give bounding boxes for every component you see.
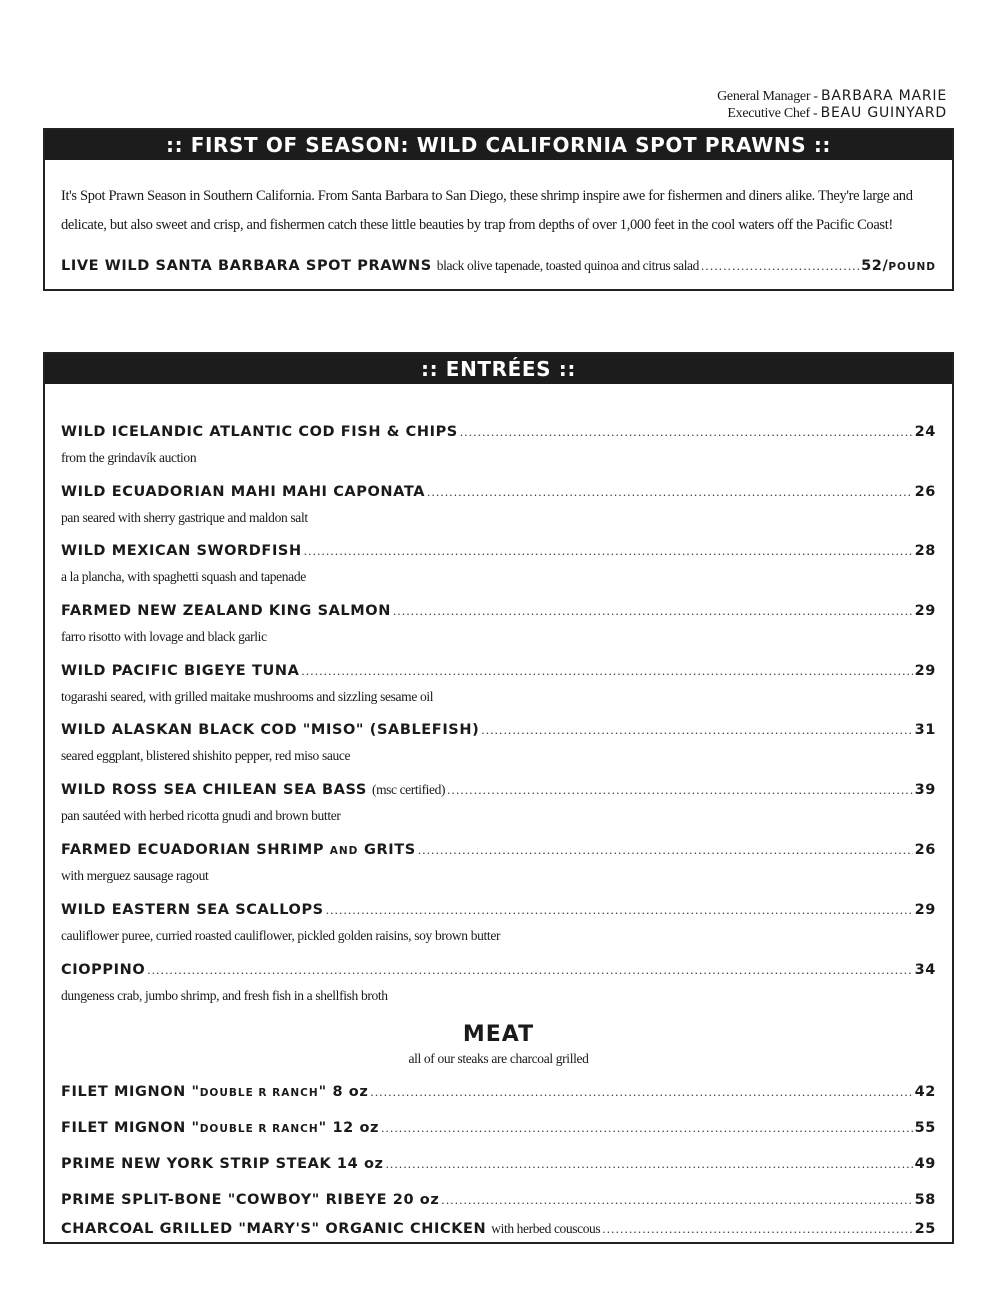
menu-item: WILD EASTERN SEA SCALLOPS ..... 29 (61, 902, 936, 918)
first-of-season-header: :: FIRST OF SEASON: WILD CALIFORNIA SPOT PRAWNS :: (45, 130, 952, 160)
staff-credits (717, 88, 947, 122)
menu-item: PRIME NEW YORK STRIP STEAK 14 oz ..... 49 (61, 1156, 936, 1172)
item-description: a la plancha, with spaghetti squash and tapenade (61, 569, 306, 584)
menu-item: WILD ALASKAN BLACK COD "MISO" (SABLEFISH) ..... 31 (61, 722, 936, 738)
entrees-section (43, 352, 954, 1244)
item-name: LIVE WILD SANTA BARBARA SPOT PRAWNS (61, 258, 432, 274)
item-description: pan seared with sherry gastrique and maldon salt (61, 510, 308, 525)
menu-item: WILD ICELANDIC ATLANTIC COD FISH & CHIPS ..... 24 (61, 424, 936, 440)
item-description: with merguez sausage ragout (61, 868, 209, 883)
item-description: togarashi seared, with grilled maitake mushrooms and sizzling sesame oil (61, 689, 434, 704)
item-note: black olive tapenade, toasted quinoa and citrus salad (436, 258, 699, 273)
menu-item: WILD ECUADORIAN MAHI MAHI CAPONATA ..... 26 (61, 484, 936, 500)
menu-item: FARMED NEW ZEALAND KING SALMON ..... 29 (61, 603, 936, 619)
meat-heading: MEAT (462, 1022, 535, 1047)
general-manager-name: BARBARA MARIE (820, 88, 947, 104)
item-description: dungeness crab, jumbo shrimp, and fresh fish in a shellfish broth (61, 988, 388, 1003)
first-of-season-section (43, 128, 954, 291)
item-price: 52/POUND (861, 258, 936, 274)
menu-item: FILET MIGNON "DOUBLE R RANCH" 8 oz ..... 42 (61, 1084, 936, 1100)
general-manager-line: General Manager - BARBARA MARIE (717, 88, 947, 104)
item-description: from the grindavík auction (61, 450, 197, 465)
item-description: seared eggplant, blistered shishito pepper, red miso sauce (61, 748, 351, 763)
menu-item: CIOPPINO ..... 34 (61, 962, 936, 978)
season-intro: It's Spot Prawn Season in Southern California. From Santa Barbara to San Diego, these shrimp inspire awe for fishermen and diners alike. They're large and delicate, but also sweet and crisp, and fishermen catch these little beauties by trap from depths of over 1,000 feet in the cool waters off the Pacific Coast! (61, 188, 913, 233)
menu-item: WILD MEXICAN SWORDFISH ..... 28 (61, 543, 936, 559)
item-note: with herbed couscous (491, 1221, 601, 1236)
menu-item-spot-prawns (61, 258, 936, 274)
menu-item: WILD ROSS SEA CHILEAN SEA BASS (msc certified) ..... 39 (61, 782, 936, 798)
item-description: farro risotto with lovage and black garlic (61, 629, 267, 644)
executive-chef-name: BEAU GUINYARD (820, 105, 947, 121)
dot-leader (701, 258, 859, 274)
menu-item: CHARCOAL GRILLED "MARY'S" ORGANIC CHICKEN with herbed couscous ..... 25 (61, 1221, 936, 1237)
menu-item: WILD PACIFIC BIGEYE TUNA ..... 29 (61, 663, 936, 679)
meat-subtitle: all of our steaks are charcoal grilled (408, 1051, 589, 1066)
executive-chef-line: Executive Chef - BEAU GUINYARD (727, 105, 947, 121)
item-description: cauliflower puree, curried roasted cauliflower, pickled golden raisins, soy brown butter (61, 928, 501, 943)
entrees-header: :: ENTRÉES :: (45, 354, 952, 384)
item-note: (msc certified) (371, 782, 446, 797)
menu-item: FILET MIGNON "DOUBLE R RANCH" 12 oz ..... 55 (61, 1120, 936, 1136)
menu-item: PRIME SPLIT-BONE "COWBOY" RIBEYE 20 oz ..... 58 (61, 1192, 936, 1208)
menu-item: FARMED ECUADORIAN SHRIMP AND GRITS ..... 26 (61, 842, 936, 858)
item-description: pan sautéed with herbed ricotta gnudi and brown butter (61, 808, 341, 823)
